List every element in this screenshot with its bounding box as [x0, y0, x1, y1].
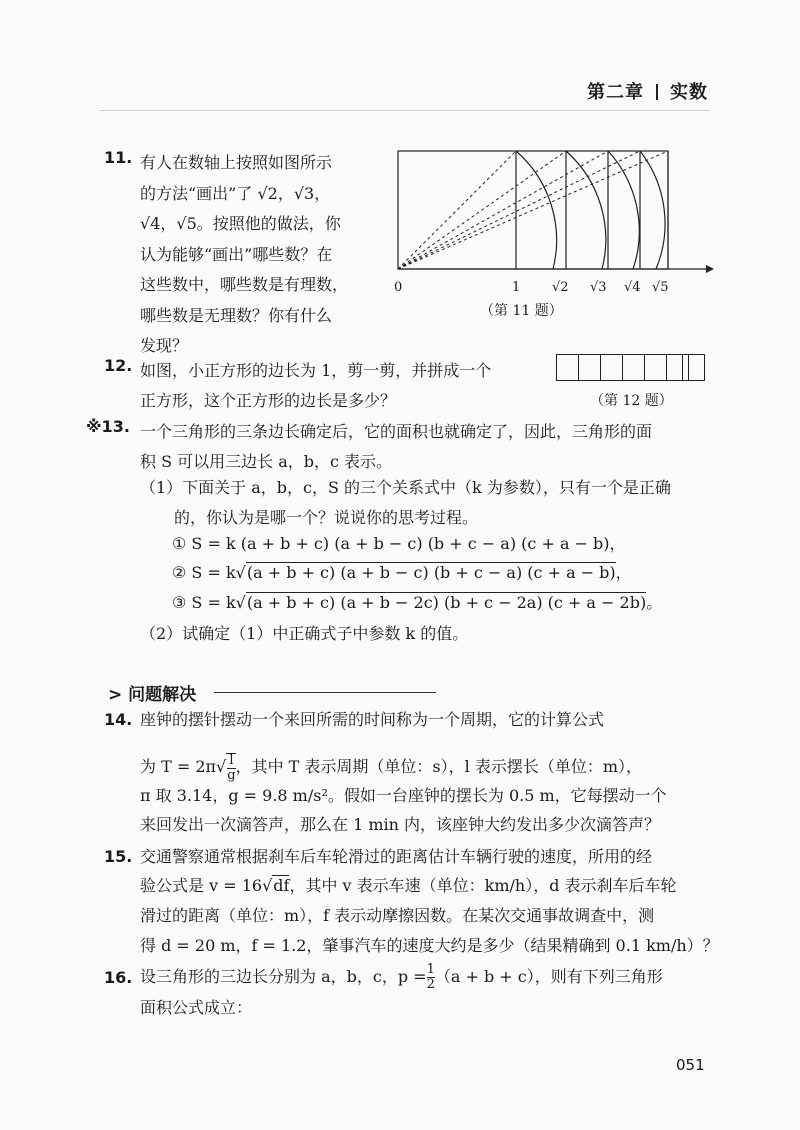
q14-line-2-end: ，其中 T 表示周期（单位：s），l 表示摆长（单位：m），: [235, 757, 643, 776]
q12-line: 如图，小正方形的边长为 1，剪一剪，并拼成一个: [140, 361, 492, 380]
q13-number: ※13.: [86, 417, 130, 436]
q13-line: 一个三角形的三条边长确定后，它的面积也就确定了，因此，三角形的面: [140, 422, 653, 441]
axis-arrow-icon: [706, 265, 714, 273]
q15-line-2: [140, 876, 677, 896]
q15-number: 15.: [104, 847, 133, 866]
header-divider: [656, 84, 658, 100]
q15-line-4: 得 d = 20 m，f = 1.2，肇事汽车的速度大约是多少（结果精确到 0.1 km/h）？: [140, 936, 719, 955]
q11-number: 11.: [104, 148, 133, 167]
df-radicand: df: [273, 876, 290, 895]
fraction-numerator: 1: [426, 962, 435, 977]
small-square: [644, 354, 667, 381]
q13-formula-3: [172, 593, 662, 613]
fraction-numerator: l: [229, 752, 234, 768]
q13-part2: （2）试确定（1）中正确式子中参数 k 的值。: [140, 624, 469, 643]
tick-label: √4: [624, 280, 641, 295]
q11-line: 哪些数是无理数？你有什么: [140, 305, 333, 325]
section-rule: [214, 692, 436, 693]
q13-part1-line: （1）下面关于 a，b，c，S 的三个关系式中（k 为参数），只有一个是正确: [140, 478, 671, 497]
small-square: [600, 354, 623, 381]
chapter-header: [587, 78, 708, 104]
q14-line-1: 座钟的摆针摆动一个来回所需的时间称为一个周期，它的计算公式: [140, 710, 605, 729]
tick-label: √3: [590, 280, 607, 295]
fraction-denominator: 2: [426, 977, 435, 992]
q11-line: 有人在数轴上按照如图所示: [140, 153, 333, 172]
q16-line-1-end: （a + b + c），则有下列三角形: [434, 967, 663, 986]
small-square: [556, 354, 579, 381]
q16-number: 16.: [104, 968, 133, 987]
radical-sign: √: [262, 876, 273, 895]
q13-part1-line: 的，你认为是哪一个？说说你的思考过程。: [174, 508, 479, 527]
arc: [608, 151, 639, 269]
chapter-title: 实数: [670, 82, 708, 103]
q12-line: 正方形，这个正方形的边长是多少？: [140, 391, 397, 410]
q14-line-4: 来回发出一次滴答声，那么在 1 min 内，该座钟大约发出多少次滴答声？: [140, 815, 661, 834]
radical-sign: √: [216, 757, 227, 776]
q15-line-1: 交通警察通常根据刹车后车轮滑过的距离估计车辆行驶的速度，所用的经: [140, 847, 653, 866]
formula-3-radicand: (a + b + c) (a + b − 2c) (b + c − 2a) (c + a − 2b): [246, 593, 647, 612]
q12-squares-figure: [556, 354, 706, 381]
q15-line-2-start: 验公式是 v = 16: [140, 876, 263, 895]
fraction-denominator: g: [227, 767, 236, 783]
q13-text: [140, 417, 652, 477]
q11-line: 这些数中，哪些数是有理数，: [140, 275, 349, 294]
tick-label: 1: [512, 280, 521, 295]
section-header: [108, 680, 196, 705]
q14-line-2: [140, 752, 642, 783]
radical-sign: √: [235, 593, 246, 612]
q15-line-2-end: ，其中 v 表示车速（单位：km/h），d 表示刹车后车轮: [289, 876, 677, 895]
one-half-fraction: [427, 963, 435, 992]
q14-line-2-start: 为 T = 2π: [140, 757, 217, 776]
section-title: 问题解决: [128, 685, 197, 705]
q11-line: 发现？: [140, 336, 189, 355]
q11-line: 的方法“画出”了 √2，√3，: [140, 183, 331, 203]
tick-label: √5: [652, 280, 669, 295]
q13-part1: [140, 473, 671, 533]
origin-label: 0: [394, 280, 403, 295]
l-over-g-fraction: [226, 753, 235, 783]
q12-text: [140, 356, 491, 416]
q16-line-2: 面积公式成立：: [140, 998, 253, 1017]
formula-2-radicand: (a + b + c) (a + b − c) (b + c − a) (c + a − b): [246, 563, 616, 582]
q12-figure-caption: （第 12 题）: [590, 393, 673, 409]
q11-line: 认为能够“画出”哪些数？在: [140, 244, 333, 264]
header-rule: [100, 110, 710, 111]
dashed-diagonal: [398, 151, 566, 269]
radical-sign: √: [235, 563, 246, 582]
q16-line-1-start: 设三角形的三边长分别为 a，b，c，p =: [140, 967, 427, 986]
q12-number: 12.: [104, 356, 133, 375]
arc: [640, 151, 665, 269]
chapter-label: 第二章: [587, 82, 644, 103]
q14-number: 14.: [104, 710, 133, 729]
formula-3-suffix: 。: [646, 593, 663, 612]
dashed-diagonal: [398, 151, 640, 269]
q13-line: 积 S 可以用三边长 a，b，c 表示。: [140, 452, 393, 471]
q11-figure: [388, 145, 718, 325]
arc: [516, 151, 557, 269]
formula-2-prefix: ② S = k: [172, 563, 236, 582]
dashed-diagonal: [398, 151, 608, 269]
q11-text: [140, 148, 348, 362]
chevron-right-icon: >: [108, 685, 123, 705]
q13-formula-2: [172, 563, 632, 583]
small-square: [578, 354, 601, 381]
q13-formula-1: ① S = k (a + b + c) (a + b − c) (b + c − a) (c + a − b)，: [172, 534, 626, 553]
tick-label: √2: [552, 280, 569, 295]
dashed-diagonal: [398, 151, 516, 269]
small-square: [682, 354, 705, 381]
small-square: [622, 354, 645, 381]
formula-2-suffix: ，: [615, 563, 632, 582]
formula-3-prefix: ③ S = k: [172, 593, 236, 612]
q11-figure-caption: （第 11 题）: [480, 303, 563, 319]
page-number: 051: [676, 1056, 705, 1074]
arc: [566, 151, 606, 269]
q15-line-3: 滑过的距离（单位：m），f 表示动摩擦因数。在某次交通事故调查中，测: [140, 906, 655, 925]
q11-line: √4，√5。按照他的做法，你: [140, 214, 341, 233]
q16-line-1: [140, 962, 663, 992]
q14-line-3: π 取 3.14，g = 9.8 m/s²。假如一台座钟的摆长为 0.5 m，它每摆动一个: [140, 786, 667, 805]
